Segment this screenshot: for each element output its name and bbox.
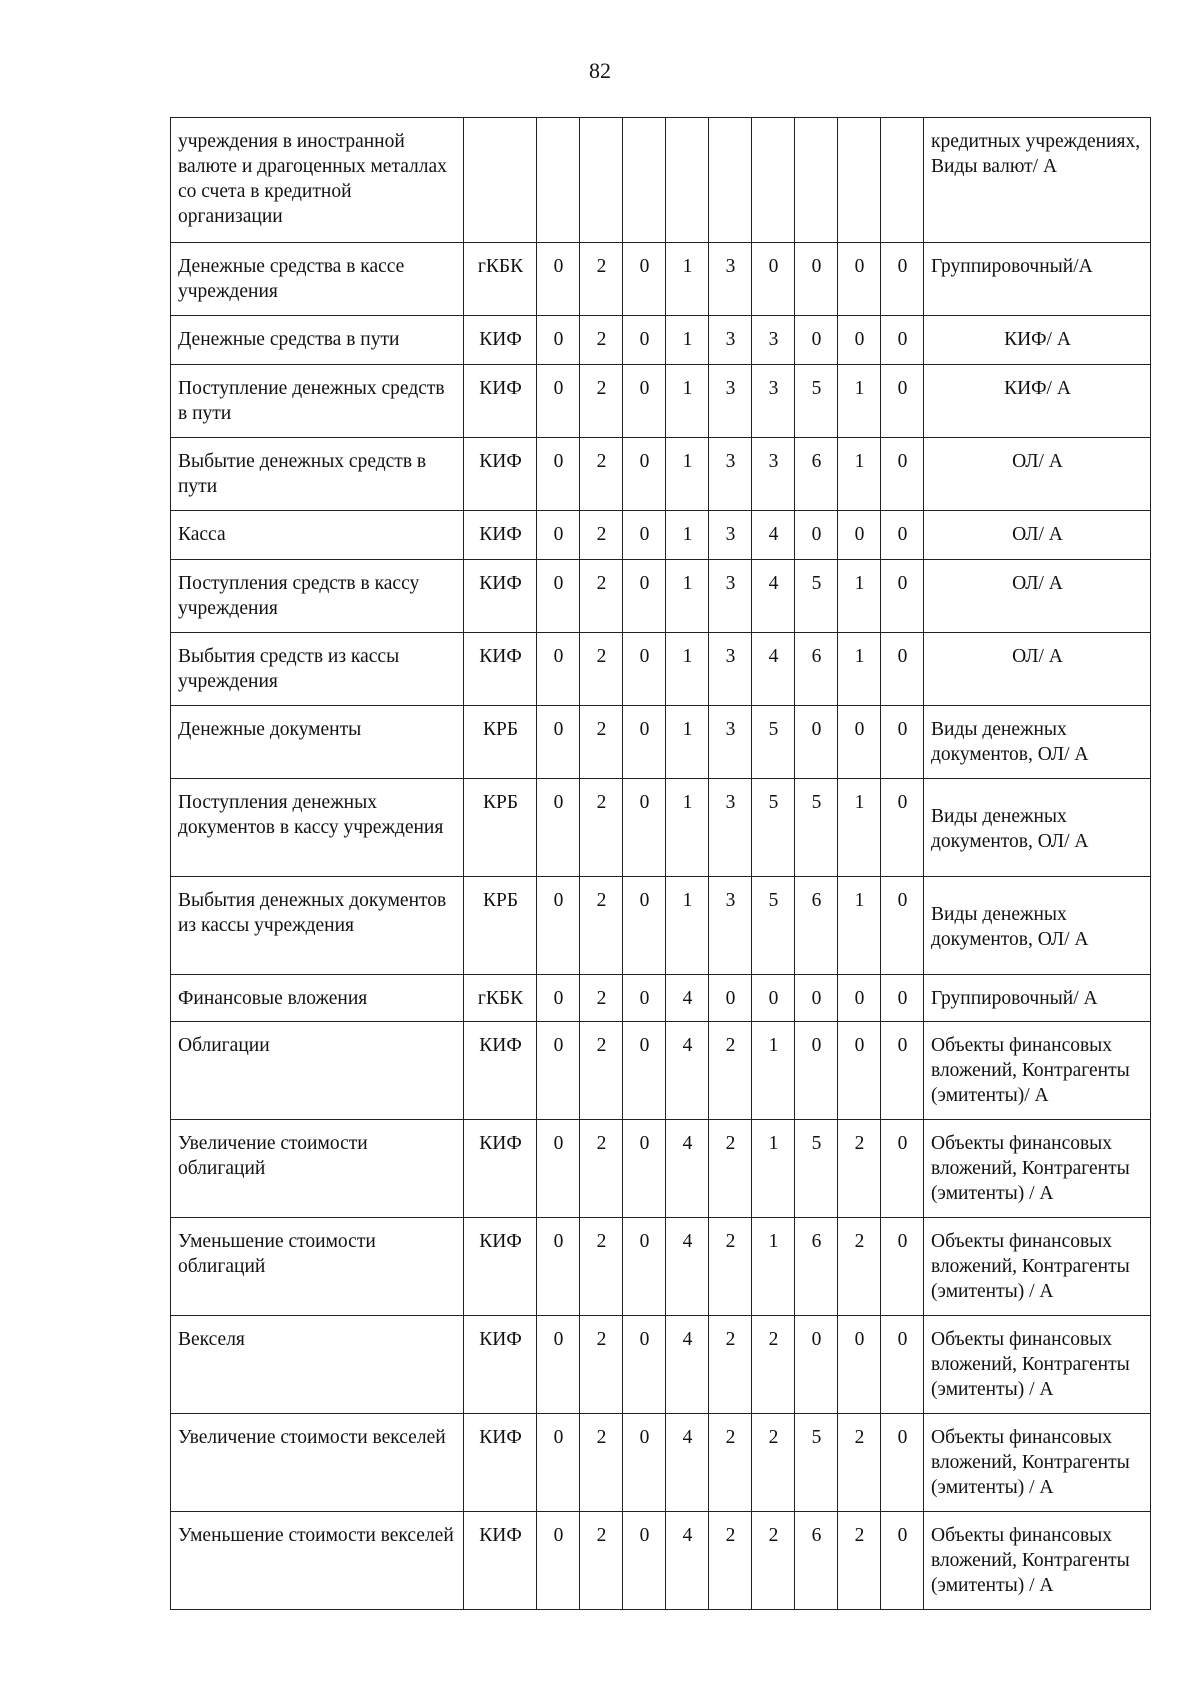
accounts-table	[170, 117, 1151, 1610]
account-code-digit: 0	[623, 633, 666, 706]
account-code-digit: 3	[709, 877, 752, 975]
account-code-digit: 2	[838, 1120, 881, 1218]
account-code-digit: 2	[709, 1316, 752, 1414]
account-name: Поступления средств в кассу учреждения	[171, 560, 464, 633]
account-code-digit: 2	[752, 1512, 795, 1610]
account-code-digit: 2	[580, 560, 623, 633]
account-kind: КИФ	[464, 560, 537, 633]
account-code-digit: 3	[709, 316, 752, 365]
account-code-digit: 0	[881, 1414, 924, 1512]
analytics-description: ОЛ/ А	[924, 438, 1151, 511]
account-code-digit: 0	[623, 779, 666, 877]
account-kind: КИФ	[464, 1512, 537, 1610]
account-kind: КИФ	[464, 633, 537, 706]
account-code-digit: 5	[752, 877, 795, 975]
account-code-digit: 0	[881, 779, 924, 877]
account-code-digit: 2	[709, 1414, 752, 1512]
account-code-digit: 2	[580, 706, 623, 779]
account-code-digit: 0	[838, 975, 881, 1022]
account-code-digit: 0	[795, 706, 838, 779]
account-code-digit: 1	[752, 1022, 795, 1120]
account-code-digit: 0	[623, 1316, 666, 1414]
account-code-digit: 0	[838, 1022, 881, 1120]
account-code-digit: 0	[881, 1022, 924, 1120]
account-code-digit: 1	[666, 706, 709, 779]
account-code-digit: 3	[709, 706, 752, 779]
account-kind: КИФ	[464, 365, 537, 438]
account-code-digit: 0	[881, 706, 924, 779]
account-code-digit	[537, 118, 580, 243]
account-code-digit: 5	[795, 560, 838, 633]
page-number: 82	[589, 58, 611, 83]
table-row	[171, 118, 1151, 243]
account-name: Поступление денежных средств в пути	[171, 365, 464, 438]
account-code-digit: 1	[666, 243, 709, 316]
account-code-digit: 0	[623, 706, 666, 779]
analytics-description: Виды денежных документов, ОЛ/ А	[924, 779, 1151, 877]
account-code-digit: 2	[580, 1512, 623, 1610]
account-code-digit: 2	[838, 1218, 881, 1316]
analytics-description: Объекты финансовых вложений, Контрагенты (эмитенты)/ А	[924, 1022, 1151, 1120]
account-code-digit: 0	[623, 1414, 666, 1512]
account-code-digit: 4	[666, 1218, 709, 1316]
account-code-digit: 2	[838, 1512, 881, 1610]
account-name: Касса	[171, 511, 464, 560]
table-row	[171, 438, 1151, 511]
account-code-digit	[752, 118, 795, 243]
account-code-digit: 1	[838, 365, 881, 438]
account-code-digit: 2	[580, 438, 623, 511]
account-code-digit: 0	[623, 365, 666, 438]
account-code-digit: 3	[709, 633, 752, 706]
account-code-digit: 1	[838, 633, 881, 706]
account-name: Увеличение стоимости векселей	[171, 1414, 464, 1512]
table-row	[171, 1120, 1151, 1218]
table-row	[171, 511, 1151, 560]
account-code-digit: 2	[709, 1218, 752, 1316]
account-code-digit: 0	[795, 1316, 838, 1414]
account-kind: КИФ	[464, 1022, 537, 1120]
analytics-description: КИФ/ А	[924, 365, 1151, 438]
account-code-digit: 2	[709, 1512, 752, 1610]
account-kind: КРБ	[464, 877, 537, 975]
account-code-digit: 1	[666, 316, 709, 365]
analytics-description: ОЛ/ А	[924, 560, 1151, 633]
account-code-digit: 0	[537, 633, 580, 706]
account-code-digit: 1	[666, 633, 709, 706]
table-row	[171, 877, 1151, 975]
account-code-digit: 0	[537, 1022, 580, 1120]
account-name: Выбытия средств из кассы учреждения	[171, 633, 464, 706]
account-code-digit: 5	[752, 706, 795, 779]
account-code-digit: 0	[623, 511, 666, 560]
account-code-digit: 1	[666, 877, 709, 975]
account-kind: гКБК	[464, 243, 537, 316]
account-code-digit: 2	[838, 1414, 881, 1512]
account-code-digit: 2	[752, 1414, 795, 1512]
account-kind: КИФ	[464, 1120, 537, 1218]
account-code-digit: 3	[709, 438, 752, 511]
account-code-digit: 2	[580, 779, 623, 877]
account-code-digit: 1	[838, 877, 881, 975]
account-code-digit: 6	[795, 633, 838, 706]
account-code-digit: 0	[795, 316, 838, 365]
analytics-description: Объекты финансовых вложений, Контрагенты (эмитенты) / А	[924, 1512, 1151, 1610]
account-code-digit: 0	[537, 779, 580, 877]
account-code-digit: 3	[709, 779, 752, 877]
account-code-digit: 3	[709, 243, 752, 316]
account-code-digit	[838, 118, 881, 243]
account-code-digit: 0	[537, 1218, 580, 1316]
account-code-digit: 5	[795, 779, 838, 877]
account-code-digit: 0	[623, 1218, 666, 1316]
account-code-digit: 1	[752, 1120, 795, 1218]
account-code-digit: 0	[537, 1120, 580, 1218]
account-code-digit: 0	[881, 1120, 924, 1218]
table-row	[171, 633, 1151, 706]
account-code-digit: 0	[795, 511, 838, 560]
account-code-digit: 5	[795, 1120, 838, 1218]
account-code-digit: 0	[838, 511, 881, 560]
table-row	[171, 243, 1151, 316]
account-code-digit: 0	[881, 316, 924, 365]
account-code-digit: 0	[623, 1022, 666, 1120]
account-code-digit: 1	[666, 438, 709, 511]
account-code-digit	[709, 118, 752, 243]
table-row	[171, 1218, 1151, 1316]
account-code-digit: 2	[580, 1022, 623, 1120]
account-code-digit: 2	[580, 316, 623, 365]
account-code-digit: 0	[537, 1414, 580, 1512]
analytics-description: кредитных учреждениях, Виды валют/ А	[924, 118, 1151, 243]
account-code-digit: 0	[881, 243, 924, 316]
account-code-digit: 6	[795, 1512, 838, 1610]
account-code-digit: 0	[881, 511, 924, 560]
account-name: Облигации	[171, 1022, 464, 1120]
account-code-digit: 2	[580, 511, 623, 560]
account-code-digit: 2	[580, 1316, 623, 1414]
account-name: Денежные средства в пути	[171, 316, 464, 365]
account-code-digit: 3	[752, 365, 795, 438]
account-name: Векселя	[171, 1316, 464, 1414]
account-name: Уменьшение стоимости облигаций	[171, 1218, 464, 1316]
account-code-digit: 0	[623, 560, 666, 633]
account-code-digit: 0	[537, 365, 580, 438]
account-code-digit: 0	[752, 975, 795, 1022]
account-code-digit: 2	[580, 365, 623, 438]
account-code-digit: 0	[537, 243, 580, 316]
account-code-digit: 0	[623, 975, 666, 1022]
account-name: Выбытие денежных средств в пути	[171, 438, 464, 511]
account-code-digit: 0	[881, 365, 924, 438]
account-kind: КРБ	[464, 779, 537, 877]
account-name: Увеличение стоимости облигаций	[171, 1120, 464, 1218]
account-code-digit: 2	[709, 1120, 752, 1218]
analytics-description: Объекты финансовых вложений, Контрагенты (эмитенты) / А	[924, 1414, 1151, 1512]
account-name: Уменьшение стоимости векселей	[171, 1512, 464, 1610]
account-code-digit: 0	[537, 560, 580, 633]
account-code-digit: 0	[623, 877, 666, 975]
table-row	[171, 560, 1151, 633]
account-code-digit: 1	[838, 438, 881, 511]
account-code-digit: 4	[752, 560, 795, 633]
account-code-digit: 0	[537, 316, 580, 365]
account-code-digit: 4	[666, 1022, 709, 1120]
account-kind: КИФ	[464, 511, 537, 560]
account-code-digit: 0	[623, 438, 666, 511]
account-code-digit: 3	[752, 438, 795, 511]
account-code-digit: 6	[795, 877, 838, 975]
account-code-digit: 0	[881, 633, 924, 706]
table-row	[171, 1022, 1151, 1120]
account-code-digit: 1	[666, 779, 709, 877]
analytics-description: Объекты финансовых вложений, Контрагенты (эмитенты) / А	[924, 1316, 1151, 1414]
account-code-digit	[666, 118, 709, 243]
account-code-digit: 5	[795, 1414, 838, 1512]
account-code-digit: 0	[795, 1022, 838, 1120]
table-row	[171, 365, 1151, 438]
account-code-digit: 0	[709, 975, 752, 1022]
analytics-description: Виды денежных документов, ОЛ/ А	[924, 706, 1151, 779]
account-kind: КИФ	[464, 316, 537, 365]
account-code-digit: 0	[537, 438, 580, 511]
account-code-digit: 2	[580, 877, 623, 975]
account-code-digit: 4	[752, 511, 795, 560]
account-code-digit: 0	[881, 975, 924, 1022]
account-code-digit: 5	[752, 779, 795, 877]
account-code-digit: 0	[752, 243, 795, 316]
account-code-digit: 1	[752, 1218, 795, 1316]
account-code-digit: 3	[709, 365, 752, 438]
account-name: Денежные документы	[171, 706, 464, 779]
account-code-digit: 0	[795, 243, 838, 316]
account-code-digit: 2	[580, 1414, 623, 1512]
account-code-digit: 0	[623, 1512, 666, 1610]
account-name: Денежные средства в кассе учреждения	[171, 243, 464, 316]
account-code-digit: 0	[881, 1512, 924, 1610]
table-row	[171, 1512, 1151, 1610]
account-code-digit: 0	[623, 243, 666, 316]
account-code-digit: 1	[666, 511, 709, 560]
table-row	[171, 1316, 1151, 1414]
analytics-description: Виды денежных документов, ОЛ/ А	[924, 877, 1151, 975]
account-code-digit: 4	[666, 975, 709, 1022]
account-code-digit: 3	[752, 316, 795, 365]
account-code-digit: 2	[752, 1316, 795, 1414]
account-code-digit	[580, 118, 623, 243]
account-code-digit: 0	[623, 316, 666, 365]
account-code-digit: 0	[881, 1218, 924, 1316]
account-code-digit: 0	[881, 877, 924, 975]
account-code-digit: 2	[709, 1022, 752, 1120]
account-code-digit: 0	[838, 706, 881, 779]
account-kind: КИФ	[464, 1414, 537, 1512]
analytics-description: Объекты финансовых вложений, Контрагенты (эмитенты) / А	[924, 1218, 1151, 1316]
account-code-digit: 2	[580, 1120, 623, 1218]
account-code-digit: 0	[537, 877, 580, 975]
account-code-digit: 6	[795, 438, 838, 511]
account-code-digit	[623, 118, 666, 243]
account-code-digit: 4	[666, 1120, 709, 1218]
account-code-digit: 2	[580, 975, 623, 1022]
analytics-description: КИФ/ А	[924, 316, 1151, 365]
account-code-digit: 4	[666, 1512, 709, 1610]
account-code-digit: 2	[580, 633, 623, 706]
account-code-digit: 0	[838, 316, 881, 365]
account-name: Выбытия денежных документов из кассы учреждения	[171, 877, 464, 975]
account-code-digit: 2	[580, 243, 623, 316]
account-name: Поступления денежных документов в кассу учреждения	[171, 779, 464, 877]
account-kind: КИФ	[464, 1316, 537, 1414]
analytics-description: ОЛ/ А	[924, 511, 1151, 560]
account-kind: КИФ	[464, 1218, 537, 1316]
account-kind: КРБ	[464, 706, 537, 779]
account-code-digit: 0	[881, 438, 924, 511]
account-kind	[464, 118, 537, 243]
analytics-description: Объекты финансовых вложений, Контрагенты (эмитенты) / А	[924, 1120, 1151, 1218]
table-row	[171, 316, 1151, 365]
table-row	[171, 1414, 1151, 1512]
table-row	[171, 779, 1151, 877]
analytics-description: Группировочный/А	[924, 243, 1151, 316]
table-row	[171, 975, 1151, 1022]
account-code-digit: 0	[838, 243, 881, 316]
account-code-digit: 0	[537, 975, 580, 1022]
account-code-digit: 0	[881, 560, 924, 633]
account-code-digit: 1	[666, 365, 709, 438]
account-code-digit: 4	[666, 1316, 709, 1414]
analytics-description: ОЛ/ А	[924, 633, 1151, 706]
account-code-digit: 0	[537, 1316, 580, 1414]
account-code-digit: 3	[709, 560, 752, 633]
account-code-digit: 0	[838, 1316, 881, 1414]
account-code-digit: 0	[537, 511, 580, 560]
account-code-digit: 1	[838, 560, 881, 633]
account-code-digit	[881, 118, 924, 243]
account-code-digit: 0	[623, 1120, 666, 1218]
account-code-digit: 6	[795, 1218, 838, 1316]
account-code-digit: 3	[709, 511, 752, 560]
account-code-digit: 4	[752, 633, 795, 706]
account-code-digit: 0	[537, 706, 580, 779]
account-code-digit	[795, 118, 838, 243]
analytics-description: Группировочный/ А	[924, 975, 1151, 1022]
account-code-digit: 4	[666, 1414, 709, 1512]
account-name: Финансовые вложения	[171, 975, 464, 1022]
account-code-digit: 0	[537, 1512, 580, 1610]
table-body	[171, 118, 1151, 1610]
account-kind: гКБК	[464, 975, 537, 1022]
account-code-digit: 0	[881, 1316, 924, 1414]
account-code-digit: 2	[580, 1218, 623, 1316]
account-name: учреждения в иностранной валюте и драгоценных металлах со счета в кредитной организации	[171, 118, 464, 243]
account-code-digit: 5	[795, 365, 838, 438]
table-row	[171, 706, 1151, 779]
account-code-digit: 1	[666, 560, 709, 633]
account-kind: КИФ	[464, 438, 537, 511]
account-code-digit: 1	[838, 779, 881, 877]
account-code-digit: 0	[795, 975, 838, 1022]
